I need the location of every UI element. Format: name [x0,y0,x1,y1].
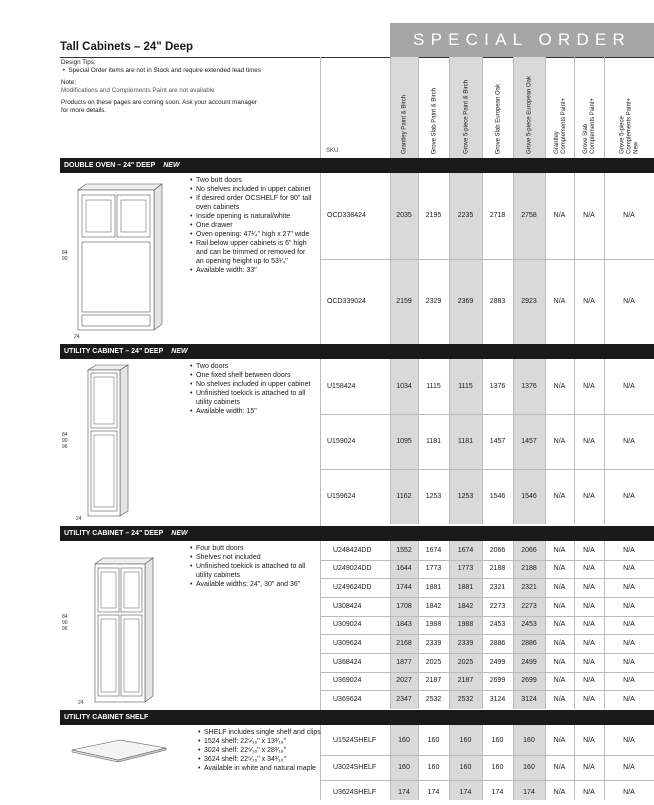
oven-width-dim: 24 [74,334,80,340]
feature-item: • Oven opening: 47¹⁄₄" high x 27" wide [190,230,315,239]
price-cell: N/A [623,764,635,771]
feature-item: • Available widths: 24", 30" and 36" [190,580,315,589]
new-badge: NEW [163,162,180,169]
price-cell: 160 [398,764,410,771]
u15-width-dim: 24 [76,516,82,522]
price-cell: 1674 [425,546,442,554]
price-cell: N/A [553,789,566,796]
price-cell: 2369 [457,297,474,305]
price-cell: N/A [553,546,566,554]
price-cell: 2321 [521,584,537,592]
price-cell: 1744 [396,584,412,592]
price-cell: N/A [553,383,566,390]
price-cell: 2168 [396,640,412,648]
price-cell: 160 [459,764,472,771]
oven-height-dim-1: 84 [62,250,68,256]
price-cell: N/A [583,602,595,610]
oven-height-dim-2: 90 [62,256,68,262]
price-cell: N/A [553,584,566,592]
feature-item: • One fixed shelf between doors [190,371,315,380]
price-cell: 1708 [396,602,412,610]
sku-cell: OCD338424 [327,212,366,220]
price-cell: 174 [427,789,440,796]
section-title: DOUBLE OVEN – 24" DEEP [64,162,156,169]
price-cell: 1843 [396,621,412,629]
price-cell: N/A [553,493,566,500]
price-cell: 174 [398,789,410,796]
price-cell: 2027 [396,677,412,685]
price-cell: N/A [623,493,635,500]
price-cell: 2025 [425,658,442,666]
price-cell: 2025 [457,658,474,666]
price-cell: 1034 [396,383,412,390]
section-title: UTILITY CABINET – 24" DEEP [64,530,164,537]
price-cell: N/A [623,677,635,685]
sku-cell: U309624 [333,640,362,648]
price-cell: 174 [459,789,472,796]
u15-height-dim-3: 96 [62,444,68,450]
price-cell: N/A [623,640,635,648]
price-cell: 2066 [521,546,537,554]
price-cell: N/A [623,696,635,704]
note-label: Note: [61,79,77,87]
column-header-5 [513,57,546,158]
feature-item: • 1524 shelf: 22⁵⁄₁₆" x 13³⁄₁₆" [198,737,323,746]
price-cell: 2923 [521,297,537,305]
price-cell: N/A [623,621,635,629]
price-cell: N/A [583,584,595,592]
price-cell: 2187 [425,677,442,685]
column-header-label: Grove Slab European Oak [495,83,501,154]
price-cell: N/A [553,696,566,704]
price-cell: 1842 [457,602,474,610]
column-header-1 [390,57,419,158]
price-cell: 1546 [489,493,506,500]
price-cell: N/A [623,212,635,220]
price-cell: N/A [583,565,595,573]
price-cell: 2532 [457,696,474,704]
sku-cell: OCD339024 [327,297,366,305]
sku-cell: U309024 [333,621,362,629]
new-badge: NEW [171,348,188,355]
price-cell: N/A [553,764,566,771]
price-cell: 2159 [396,297,412,305]
price-cell: N/A [583,736,595,744]
price-cell: 2699 [489,677,506,685]
price-cell: 1162 [396,493,412,500]
four-door-utility-illustration [62,552,162,706]
price-cell: N/A [583,621,595,629]
sku-column-header: SKU [326,148,339,154]
price-cell: N/A [553,677,566,685]
price-cell: 1842 [425,602,442,610]
feature-item: • One drawer [190,221,315,230]
feature-item: • SHELF includes single shelf and clips [198,728,323,737]
design-notes [61,59,319,115]
price-cell: N/A [583,493,595,500]
section-header [60,344,654,359]
price-cell: 160 [491,736,504,744]
shelf-illustration [62,730,172,770]
price-cell: N/A [623,383,635,390]
section-title: UTILITY CABINET – 24" DEEP [64,348,164,355]
price-cell: N/A [623,546,635,554]
column-header-7 [574,57,605,158]
price-cell: 1457 [489,438,506,445]
u24-height-dim-3: 96 [62,626,68,632]
price-cell: N/A [583,297,595,305]
coming-soon-line-2: for more details. [61,106,107,114]
price-cell: 2453 [521,621,537,629]
price-cell: 2886 [521,640,537,648]
feature-item: • Shelves not included [190,553,315,562]
u15-height-dim-1: 84 [62,432,68,438]
price-cell: 1877 [396,658,412,666]
column-header-8 [604,57,654,158]
feature-item: • Unfinished toekick is attached to all utility cabinets [190,562,315,580]
price-cell: 2235 [457,212,474,220]
price-cell: N/A [583,764,595,771]
price-cell: 2273 [521,602,537,610]
column-header-label: Grantley Complements Paint+ [553,98,567,154]
price-cell: 1881 [457,584,474,592]
price-cell: 1546 [521,493,537,500]
double-oven-cabinet-illustration [62,182,172,342]
sku-cell: U159024 [327,438,356,445]
price-cell: 2499 [521,658,537,666]
column-header-label: Grove 5-piece Complements Paint+ New [619,98,640,154]
price-cell: 1095 [396,438,412,445]
price-cell: 2187 [457,677,474,685]
sku-cell: U1524SHELF [333,736,377,744]
price-cell: 1773 [457,565,474,573]
price-cell: N/A [623,438,635,445]
price-cell: N/A [623,565,635,573]
feature-list [190,544,315,589]
price-cell: 2758 [521,212,537,220]
price-cell: 1552 [396,546,412,554]
sku-cell: U3024SHELF [333,764,377,771]
feature-item: • Available width: 33" [190,266,315,275]
price-cell: 2329 [425,297,442,305]
price-cell: 2195 [425,212,442,220]
price-cell: 1115 [458,383,473,390]
price-cell: 2339 [457,640,474,648]
column-header-6 [545,57,575,158]
design-tips-label: Design Tips: [61,59,96,66]
price-cell: 2035 [396,212,412,220]
coming-soon-line-1: Products on these pages are coming soon. Ask your account manager [61,99,258,107]
new-badge: NEW [171,530,188,537]
sku-cell: U249024DD [333,565,372,573]
design-tip: • Special Order items are not in Stock and require extended lead times [61,66,261,74]
column-header-2 [418,57,450,158]
section-header [60,710,654,725]
feature-item: • Four butt doors [190,544,315,553]
special-order-banner: SPECIAL ORDER [390,23,654,57]
sku-cell: U159624 [327,493,356,500]
price-cell: N/A [583,546,595,554]
price-cell: N/A [553,658,566,666]
feature-item: • If desired order OCSHELF for 90" tall oven cabinets [190,194,315,212]
price-cell: N/A [553,736,566,744]
price-cell: 174 [523,789,535,796]
price-cell: 1644 [396,565,412,573]
price-cell: N/A [583,438,595,445]
price-cell: N/A [583,212,595,220]
price-cell: 2532 [425,696,442,704]
section-title: UTILITY CABINET SHELF [64,714,149,721]
price-cell: 2883 [489,297,506,305]
u24-height-dim-1: 84 [62,614,68,620]
price-cell: 2066 [489,546,506,554]
sku-cell: U308424 [333,602,362,610]
feature-item: • Inside opening is natural/white [190,212,315,221]
sku-cell: U369624 [333,696,362,704]
price-cell: N/A [623,736,635,744]
price-cell: N/A [553,565,566,573]
price-cell: N/A [553,438,566,445]
u24-height-dim-2: 90 [62,620,68,626]
column-header-3 [449,57,483,158]
price-cell: N/A [583,658,595,666]
feature-item: • 3624 shelf: 22⁵⁄₁₆" x 34³⁄₁₆" [198,755,323,764]
column-header-4 [482,57,514,158]
price-cell: 1881 [425,584,442,592]
price-cell: N/A [553,212,566,220]
price-cell: 1181 [457,438,474,445]
price-cell: N/A [623,658,635,666]
price-cell: N/A [553,621,566,629]
feature-list [190,362,315,416]
price-cell: 160 [427,764,440,771]
price-cell: 160 [427,736,440,744]
price-cell: 2188 [521,565,537,573]
price-cell: 160 [491,764,504,771]
feature-item: • Rail below upper cabinets is 6" high and can be trimmed or removed for an opening height up to 53¹⁄₄" [190,239,315,266]
price-cell: N/A [623,297,635,305]
price-cell: 1773 [425,565,442,573]
price-cell: 2699 [521,677,537,685]
page-title: Tall Cabinets – 24" Deep [60,41,194,53]
feature-list [198,728,323,773]
price-cell: 160 [459,736,472,744]
price-cell: N/A [623,789,635,796]
price-cell: 160 [523,764,535,771]
price-cell: 174 [491,789,504,796]
price-cell: 2273 [489,602,506,610]
price-cell: N/A [553,602,566,610]
price-cell: 2347 [396,696,412,704]
u15-height-dim-2: 90 [62,438,68,444]
price-cell: N/A [583,640,595,648]
price-cell: 1253 [457,493,474,500]
price-cell: 2499 [489,658,506,666]
price-cell: 2886 [489,640,506,648]
price-cell: 1115 [426,383,441,390]
price-cell: 2188 [489,565,506,573]
price-cell: 2718 [489,212,506,220]
feature-item: • Unfinished toekick is attached to all utility cabinets [190,389,315,407]
price-cell: 3124 [489,696,506,704]
price-cell: 1253 [425,493,442,500]
price-cell: N/A [553,297,566,305]
price-cell: N/A [583,677,595,685]
sku-cell: U158424 [327,383,356,390]
feature-item: • Available width: 15" [190,407,315,416]
sku-cell: U369024 [333,677,362,685]
feature-item: • Available in white and natural maple [198,764,323,773]
section-header [60,526,654,541]
column-header-label: Grove Slab Complements Paint+ [583,98,596,154]
price-cell: N/A [583,383,595,390]
feature-list [190,176,315,275]
price-cell: 160 [398,736,410,744]
sku-cell: U248424DD [333,546,372,554]
column-header-label: Grove 5-piece Paint & Birch [463,79,469,154]
price-cell: 2453 [489,621,506,629]
feature-item: • No shelves included in upper cabinet [190,185,315,194]
feature-item: • No shelves included in upper cabinet [190,380,315,389]
column-header-label: Grove 5-piece European Oak [526,75,533,154]
price-cell: N/A [623,584,635,592]
feature-item: • 3024 shelf: 22⁵⁄₁₆" x 28³⁄₁₆" [198,746,323,755]
price-cell: 1181 [425,438,442,445]
section-header [60,158,654,173]
price-cell: 1376 [489,383,506,390]
design-tip-text: Special Order items are not in Stock and require extended lead times [68,66,261,74]
note-text: Modifications and Complements Paint are not available [61,86,215,94]
feature-item: • Two butt doors [190,176,315,185]
price-cell: 2321 [489,584,506,592]
price-cell: N/A [553,640,566,648]
price-cell: 1674 [457,546,474,554]
sku-cell: U249624DD [333,584,372,592]
feature-item: • Two doors [190,362,315,371]
u24-width-dim: 24 [78,700,84,706]
price-cell: 1457 [521,438,537,445]
price-cell: 1376 [521,383,537,390]
column-header-label: Grantley Paint & Birch [401,94,408,154]
price-cell: 1988 [425,621,442,629]
price-cell: N/A [623,602,635,610]
price-cell: 3124 [521,696,537,704]
sku-cell: U3624SHELF [333,789,377,796]
price-cell: 1988 [457,621,474,629]
price-cell: 2339 [425,640,442,648]
column-header-label: Grove Slab Paint & Birch [431,87,437,154]
price-cell: 160 [523,736,535,744]
two-door-utility-illustration [62,364,142,524]
price-cell: N/A [583,789,595,796]
sku-cell: U368424 [333,658,362,666]
price-cell: N/A [583,696,595,704]
